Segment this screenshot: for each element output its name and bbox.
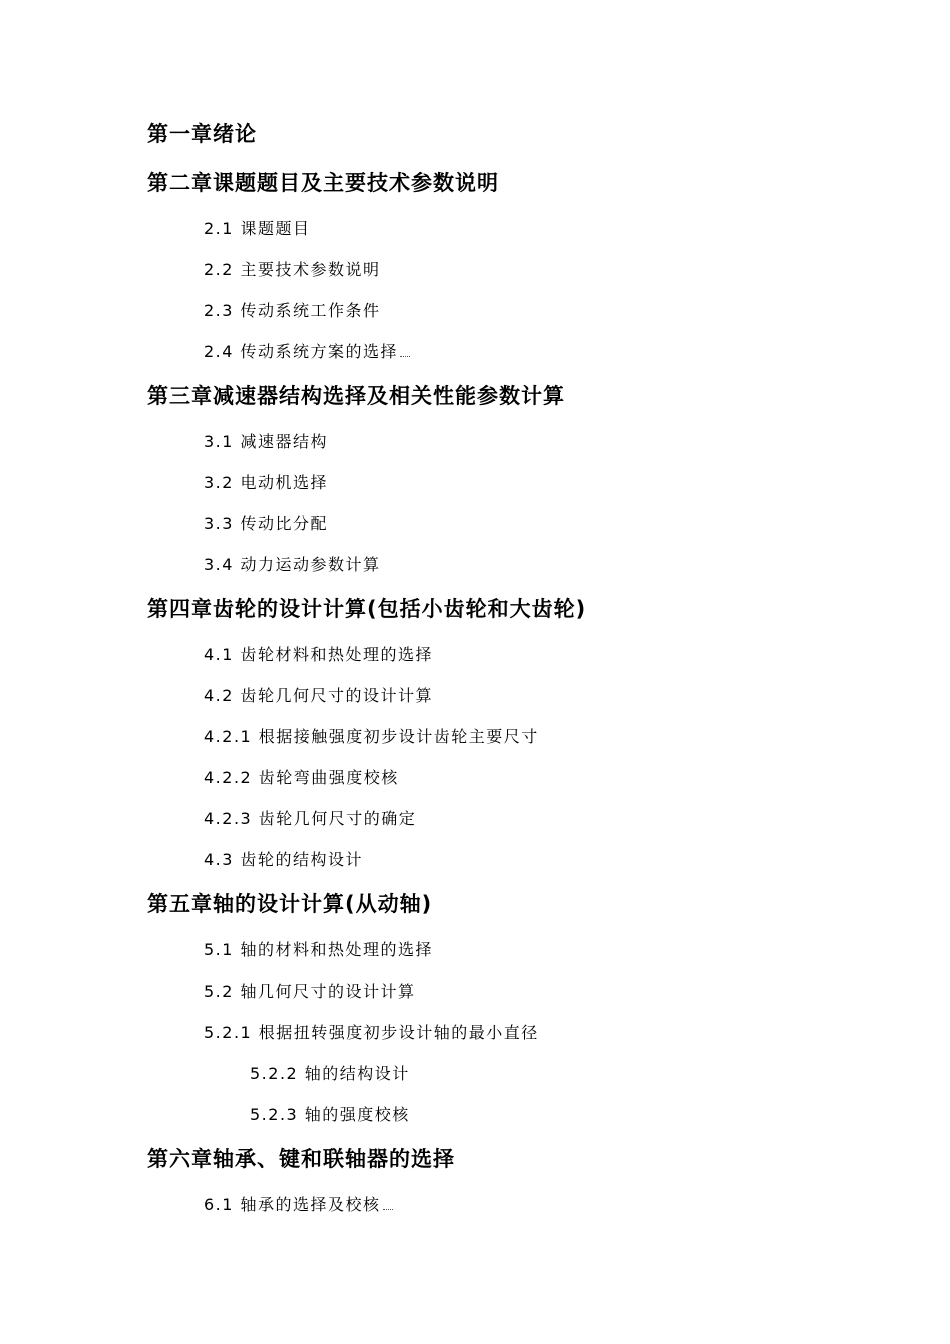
toc-chapter-1 — [147, 124, 257, 145]
toc-chapter-title: 第一章绪论 — [147, 122, 257, 146]
toc-chapter-2 — [147, 173, 499, 194]
toc-chapter-3 — [147, 386, 565, 407]
toc-section-title: 4.1 齿轮材料和热处理的选择 — [204, 645, 434, 664]
toc-section-title: 5.2.3 轴的强度校核 — [250, 1105, 410, 1124]
toc-chapter-title: 第六章轴承、键和联轴器的选择 — [147, 1147, 455, 1171]
toc-section-4-3 — [204, 852, 363, 868]
toc-chapter-title: 第二章课题题目及主要技术参数说明 — [147, 171, 499, 195]
toc-section-title: 2.3 传动系统工作条件 — [204, 301, 381, 320]
toc-chapter-title: 第三章减速器结构选择及相关性能参数计算 — [147, 384, 565, 408]
toc-section-6-1 — [204, 1197, 393, 1213]
toc-section-title: 4.2 齿轮几何尺寸的设计计算 — [204, 686, 434, 705]
toc-section-3-3 — [204, 516, 328, 532]
toc-section-4-2-1 — [204, 729, 539, 745]
toc-section-2-3 — [204, 303, 381, 319]
toc-section-4-2 — [204, 688, 433, 704]
toc-section-title: 4.2.1 根据接触强度初步设计齿轮主要尺寸 — [204, 727, 539, 746]
toc-section-3-4 — [204, 557, 381, 573]
toc-section-4-2-3 — [204, 811, 416, 827]
toc-chapter-title: 第五章轴的设计计算(从动轴) — [147, 892, 433, 916]
toc-section-4-1 — [204, 647, 433, 663]
toc-section-3-2 — [204, 475, 328, 491]
toc-section-title: 3.2 电动机选择 — [204, 473, 329, 492]
toc-section-title: 3.1 减速器结构 — [204, 432, 329, 451]
toc-section-title: 5.2.1 根据扭转强度初步设计轴的最小直径 — [204, 1023, 539, 1042]
toc-section-2-1 — [204, 221, 311, 237]
dot-leader — [383, 1209, 393, 1210]
toc-section-5-2-2 — [250, 1066, 410, 1082]
toc-section-title: 5.2 轴几何尺寸的设计计算 — [204, 982, 416, 1001]
dot-leader — [400, 356, 410, 357]
toc-section-title: 2.1 课题题目 — [204, 219, 311, 238]
toc-chapter-4 — [147, 599, 586, 620]
toc-section-title: 5.2.2 轴的结构设计 — [250, 1064, 410, 1083]
toc-section-title: 3.4 动力运动参数计算 — [204, 555, 381, 574]
toc-section-title: 6.1 轴承的选择及校核 — [204, 1195, 381, 1214]
toc-section-2-2 — [204, 262, 381, 278]
toc-section-title: 2.2 主要技术参数说明 — [204, 260, 381, 279]
toc-section-title: 4.2.2 齿轮弯曲强度校核 — [204, 768, 399, 787]
toc-section-title: 2.4 传动系统方案的选择 — [204, 342, 399, 361]
toc-section-title: 3.3 传动比分配 — [204, 514, 329, 533]
toc-section-4-2-2 — [204, 770, 399, 786]
toc-section-title: 4.2.3 齿轮几何尺寸的确定 — [204, 809, 417, 828]
toc-section-5-2 — [204, 984, 416, 1000]
toc-section-5-1 — [204, 942, 433, 958]
toc-section-5-2-3 — [250, 1107, 410, 1123]
toc-chapter-6 — [147, 1149, 455, 1170]
toc-section-3-1 — [204, 434, 328, 450]
toc-section-2-4 — [204, 344, 410, 360]
toc-section-title: 5.1 轴的材料和热处理的选择 — [204, 940, 434, 959]
toc-section-5-2-1 — [204, 1025, 539, 1041]
toc-chapter-title: 第四章齿轮的设计计算(包括小齿轮和大齿轮) — [147, 597, 587, 621]
toc-section-title: 4.3 齿轮的结构设计 — [204, 850, 364, 869]
toc-chapter-5 — [147, 894, 432, 915]
